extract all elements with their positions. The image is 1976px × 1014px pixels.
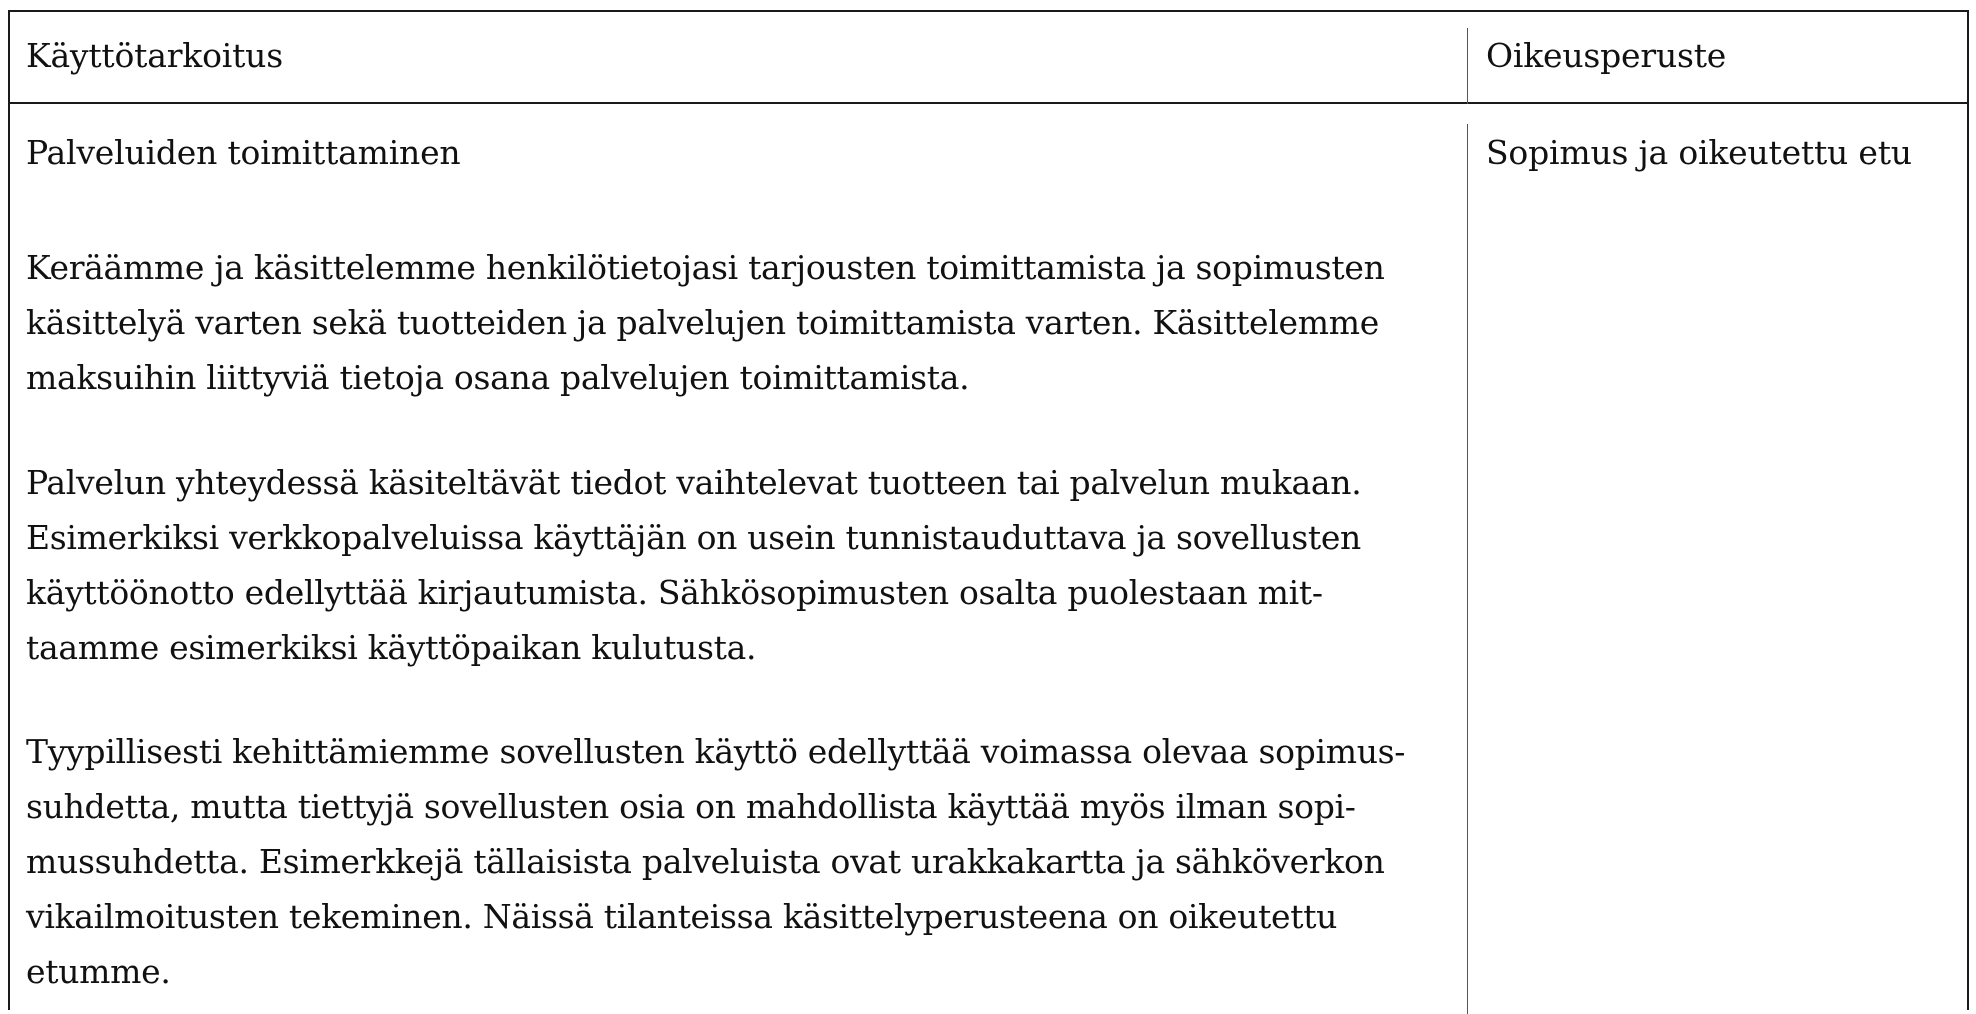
paragraph-line: Esimerkiksi verkkopalveluissa käyttäjän on usein tunnistauduttava ja sovellusten [26, 518, 1362, 557]
paragraph [26, 240, 1385, 405]
column-divider [1467, 124, 1468, 1014]
header-legal-basis: Oikeusperuste [1486, 36, 1727, 75]
paragraph [26, 724, 1405, 999]
paragraph-line: käsittelyä varten sekä tuotteiden ja palvelujen toimittamista varten. Käsittelemme [26, 303, 1379, 342]
paragraph-line: vikailmoitusten tekeminen. Näissä tilanteissa käsittelyperusteena on oikeutettu [26, 897, 1338, 936]
paragraph-line: maksuihin liittyviä tietoja osana palvelujen toimittamista. [26, 358, 970, 397]
paragraph-line: taamme esimerkiksi käyttöpaikan kulutusta. [26, 628, 757, 667]
legal-basis-value: Sopimus ja oikeutettu etu [1486, 133, 1912, 172]
paragraph-line: suhdetta, mutta tiettyjä sovellusten osia on mahdollista käyttää myös ilman sopi- [26, 787, 1356, 826]
legal-basis-table [8, 10, 1969, 1010]
paragraph-line: mussuhdetta. Esimerkkejä tällaisista palveluista ovat urakkakartta ja sähköverkon [26, 842, 1385, 881]
paragraph-line: Keräämme ja käsittelemme henkilötietojasi tarjousten toimittamista ja sopimusten [26, 248, 1385, 287]
paragraph-line: Tyypillisesti kehittämiemme sovellusten käyttö edellyttää voimassa olevaa sopimus- [26, 732, 1406, 771]
header-purpose: Käyttötarkoitus [26, 36, 283, 75]
purpose-title: Palveluiden toimittaminen [26, 133, 461, 172]
paragraph-line: etumme. [26, 952, 171, 991]
paragraph [26, 455, 1361, 675]
paragraph-line: käyttöönotto edellyttää kirjautumista. Sähkösopimusten osalta puolestaan mit- [26, 573, 1323, 612]
paragraph-line: Palvelun yhteydessä käsiteltävät tiedot vaihtelevat tuotteen tai palvelun mukaan. [26, 463, 1362, 502]
column-divider [1467, 28, 1468, 104]
